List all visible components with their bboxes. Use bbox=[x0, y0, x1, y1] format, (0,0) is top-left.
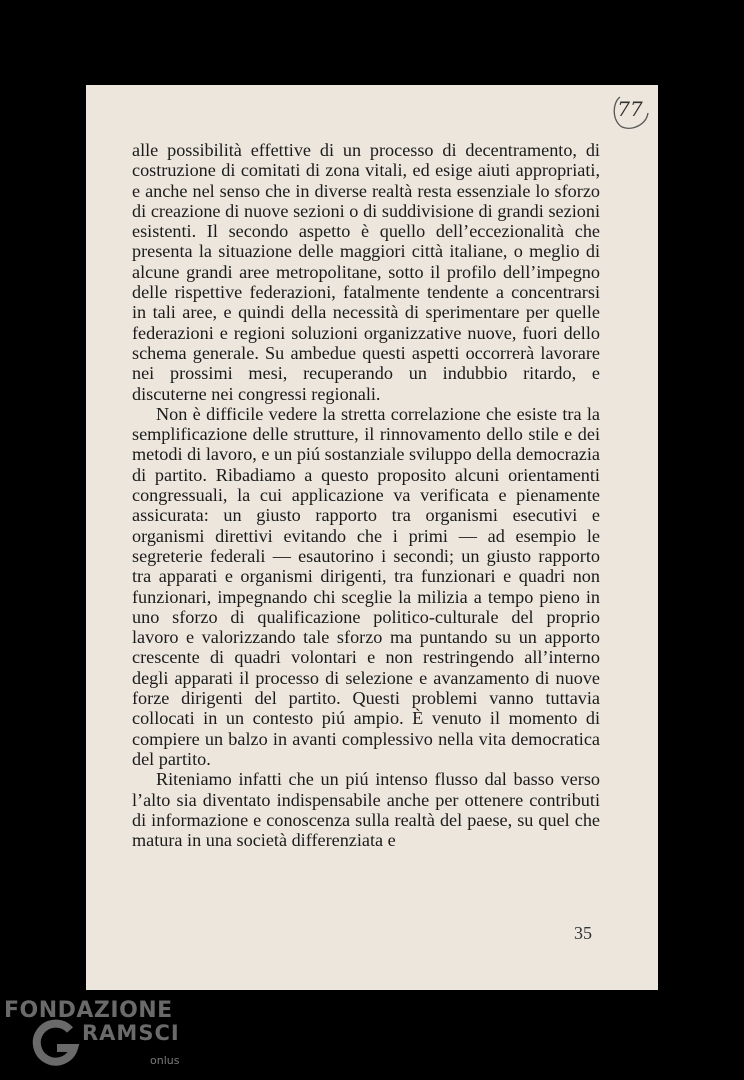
page-number: 35 bbox=[574, 923, 592, 943]
logo-line-2: RAMSCI bbox=[82, 1021, 180, 1045]
paragraph-1: alle possibilità effettive di un processo di decentramento, di costruzione di comitati di zona vitali, ed esige aiuti appropriati, e anche nel senso che in diverse realtà resta essenziale lo sforzo di creazione di nuove sezioni o di suddivisione di grandi sezioni esistenti. Il secondo aspetto è quello dell’eccezionalità che presenta la situazione delle maggiori città italiane, o meglio di alcune grandi aree metropolitane, sotto il profilo dell’impegno delle rispettive federazioni, fatalmente tendente a concentrarsi in tali aree, e quindi della necessità di sperimentare per quelle federazioni e regioni soluzioni organizzative nuove, fuori dello schema generale. Su ambedue questi aspetti occorrerà lavorare nei prossimi mesi, recuperando un indubbio ritardo, e discuterne nei congressi regionali. bbox=[132, 140, 600, 404]
book-page bbox=[86, 85, 658, 990]
paragraph-2: Non è difficile vedere la stretta correlazione che esiste tra la semplificazione delle strutture, il rinnovamento dello stile e dei metodi di lavoro, e un piú sostanziale sviluppo della democrazia di partito. Ribadiamo a questo proposito alcuni orientamenti congressuali, la cui applicazione va verificata e pienamente assicurata: un giusto rapporto tra organismi esecutivi e organismi direttivi evitando che i primi — ad esempio le segreterie federali — esautorino i secondi; un giusto rapporto tra apparati e organismi dirigenti, tra funzionari e quadri non funzionari, impegnando chi sceglie la milizia a tempo pieno in uno sforzo di qualificazione politico-culturale del proprio lavoro e valorizzando tale sforzo ma puntando su un apporto crescente di quadri volontari e non restringendo all’interno degli apparati il processo di selezione e avanzamento di nuove forze dirigenti del partito. Questi problemi vanno tuttavia collocati in un contesto piú ampio. È venuto il momento di compiere un balzo in avanti complessivo nella vita democratica del partito. bbox=[132, 403, 600, 769]
fondazione-gramsci-logo bbox=[4, 998, 194, 1078]
logo-line-1: FONDAZIONE bbox=[4, 998, 173, 1023]
paragraph-3: Riteniamo infatti che un piú intenso flusso dal basso verso l’alto sia diventato indispensabile anche per ottenere contributi di informazione e conoscenza sulla realtà del paese, su quel che matura in una società differenziata e bbox=[132, 769, 600, 851]
logo-suffix: onlus bbox=[150, 1054, 180, 1067]
annotation-number: 77 bbox=[617, 97, 643, 121]
body-text bbox=[132, 140, 600, 850]
logo-g-icon bbox=[30, 1018, 82, 1070]
handwritten-page-annotation bbox=[610, 91, 650, 131]
